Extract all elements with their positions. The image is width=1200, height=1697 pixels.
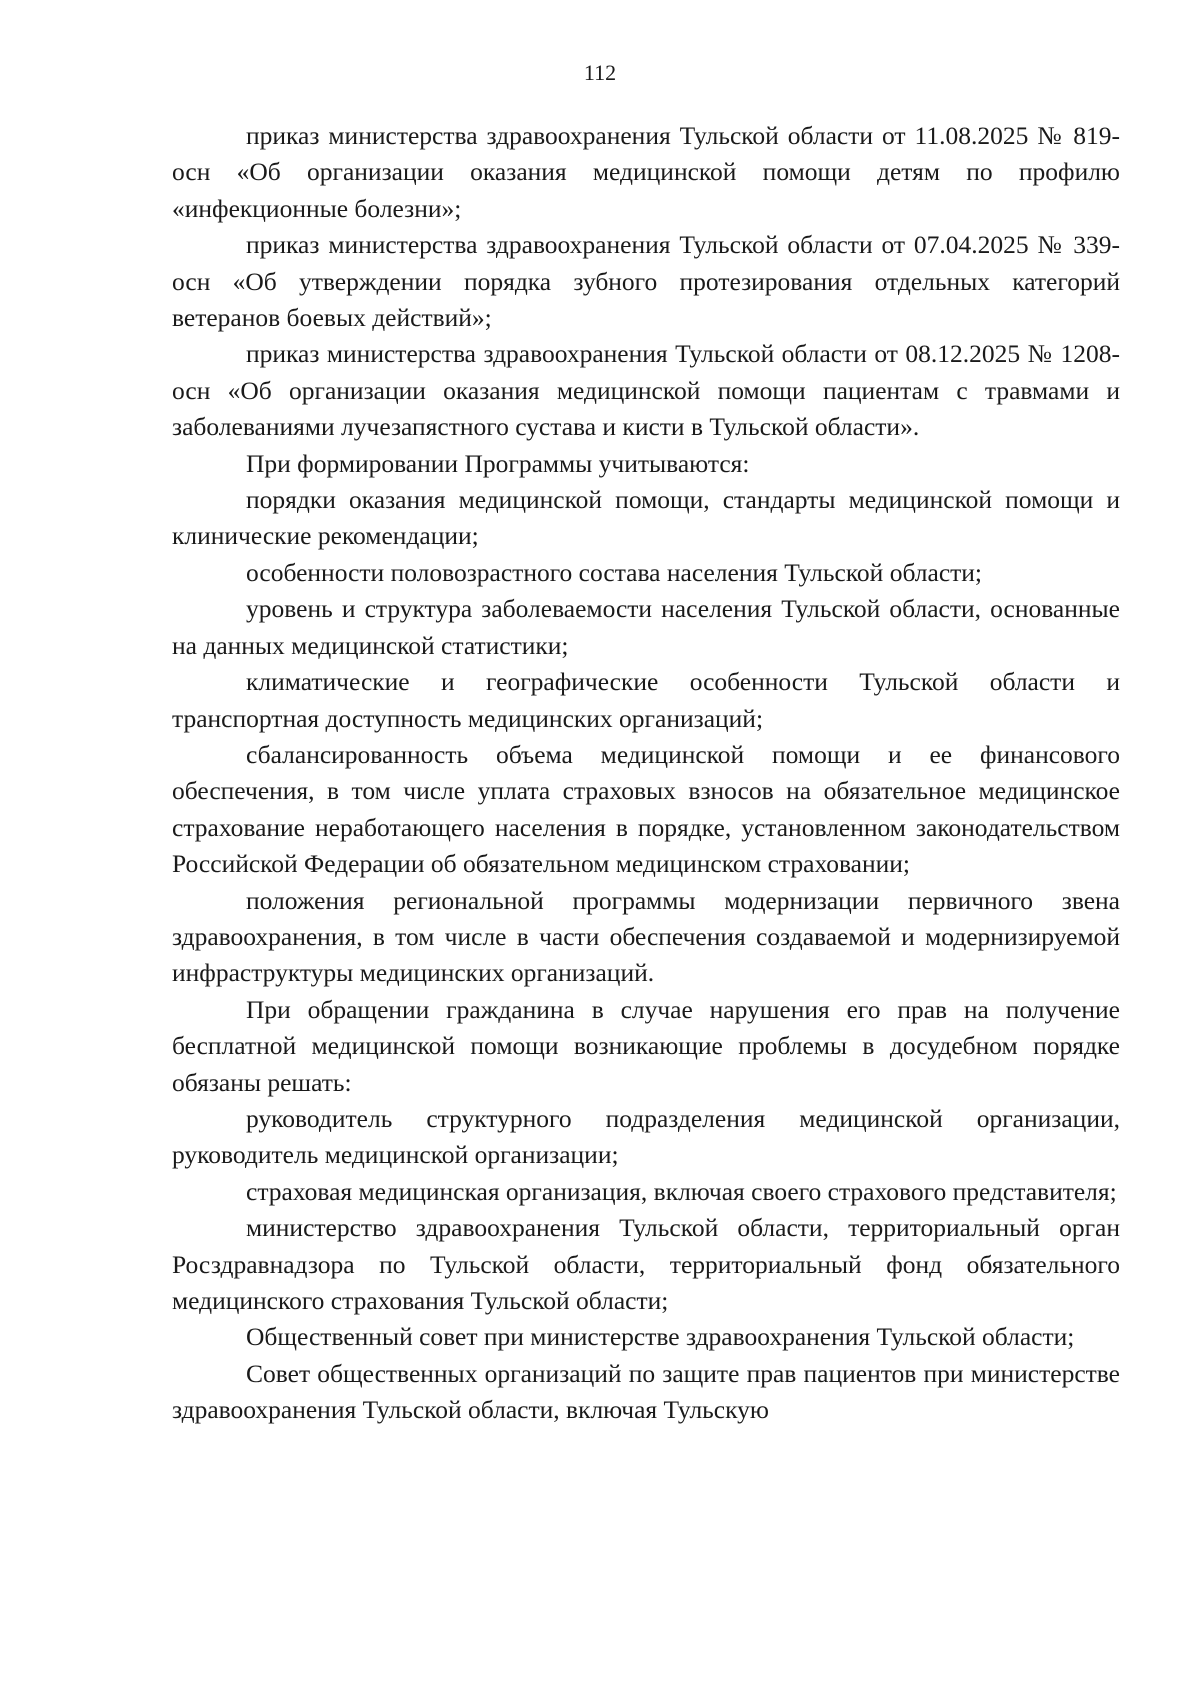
paragraph-program-factors-intro: При формировании Программы учитываются: — [246, 448, 750, 478]
list-item-procedures-standards: порядки оказания медицинской помощи, стандарты медицинской помощи и клинические рекомендации; — [172, 485, 1120, 551]
list-item-public-council: Общественный совет при министерстве здравоохранения Тульской области; — [246, 1322, 1075, 1352]
list-item-population-structure: особенности половозрастного состава населения Тульской области; — [246, 557, 983, 587]
paragraph-order-819: приказ министерства здравоохранения Тульской области от 11.08.2025 № 819-осн «Об организации оказания медицинской помощи детям по профилю «инфекционные болезни»; — [172, 121, 1120, 223]
document-body — [172, 118, 1120, 1429]
list-item-morbidity: уровень и структура заболеваемости населения Тульской области, основанные на данных медицинской статистики; — [172, 594, 1120, 660]
page-number: 112 — [583, 60, 617, 85]
paragraph-complaints-intro: При обращении гражданина в случае нарушения его прав на получение бесплатной медицинской помощи возникающие проблемы в досудебном порядке обязаны решать: — [172, 994, 1120, 1097]
list-item-climate-geography: климатические и географические особенности Тульской области и транспортная доступность медицинских организаций; — [172, 667, 1120, 733]
list-item-ministry-bodies: министерство здравоохранения Тульской области, территориальный орган Росздравнадзора по Тульской области, территориальный фонд обязательного медицинского страхования Тульской области; — [172, 1213, 1120, 1315]
list-item-insurance-org: страховая медицинская организация, включая своего страхового представителя; — [246, 1176, 1117, 1206]
paragraph-order-1208: приказ министерства здравоохранения Тульской области от 08.12.2025 № 1208-осн «Об организации оказания медицинской помощи пациентам с травмами и заболеваниями лучезапястного сустава и кисти в Тульской области». — [172, 339, 1120, 442]
list-item-patient-rights-council: Совет общественных организаций по защите прав пациентов при министерстве здравоохранения Тульской области, включая Тульскую — [172, 1358, 1120, 1425]
list-item-financial-balance: сбалансированность объема медицинской помощи и ее финансового обеспечения, в том числе уплата страховых взносов на обязательное медицинское страхование неработающего населения в порядке, установленном законодательством Российской Федерации об обязательном медицинском страховании; — [172, 739, 1120, 879]
list-item-org-head: руководитель структурного подразделения медицинской организации, руководитель медицинской организации; — [172, 1103, 1120, 1170]
list-item-modernization: положения региональной программы модернизации первичного звена здравоохранения, в том числе в части обеспечения создаваемой и модернизируемой инфраструктуры медицинских организаций. — [172, 885, 1120, 988]
paragraph-order-339: приказ министерства здравоохранения Тульской области от 07.04.2025 № 339-осн «Об утверждении порядка зубного протезирования отдельных категорий ветеранов боевых действий»; — [172, 230, 1120, 333]
